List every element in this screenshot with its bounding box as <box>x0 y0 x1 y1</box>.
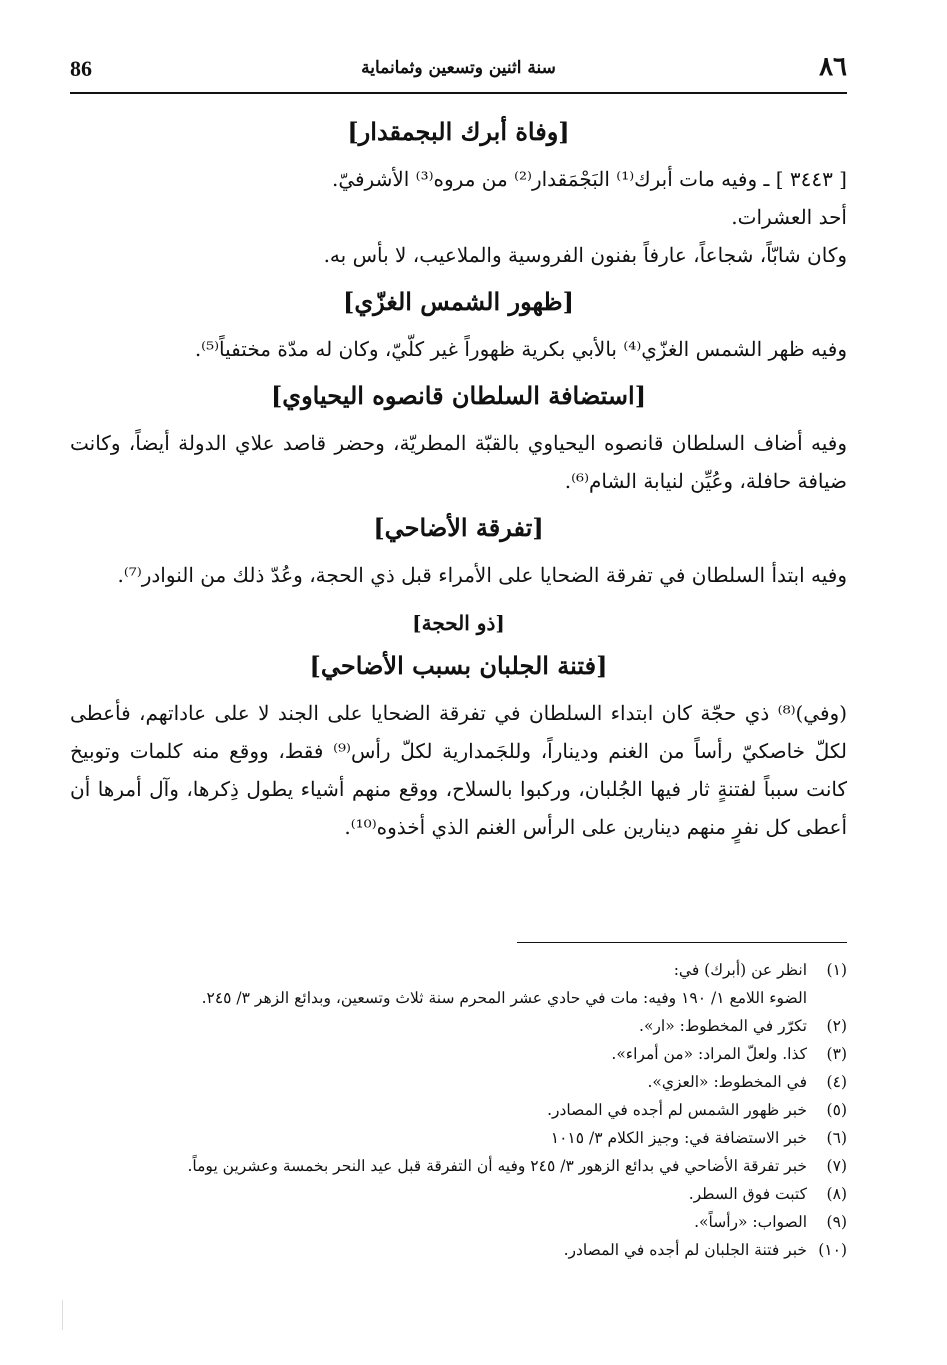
section-title: [استضافة السلطان قانصوه اليحياوي] <box>270 381 647 410</box>
footnote-divider <box>517 942 847 943</box>
paragraph: أحد العشرات. <box>731 205 847 229</box>
footnote-number: (١٠) <box>818 1241 847 1259</box>
footnote-text: في المخطوط: «العزي». <box>647 1073 807 1091</box>
footnote-text: خبر تفرقة الأضاحي في بدائع الزهور ٣/ ٢٤٥ وفيه أن التفرقة قبل عيد النحر بخمسة وعشرين يوماً. <box>187 1157 807 1175</box>
footnote-text: تكرّر في المخطوط: «ار». <box>639 1017 807 1035</box>
footnote-text: خبر فتنة الجلبان لم أجده في المصادر. <box>563 1241 807 1259</box>
footnote-text: كذا. ولعلّ المراد: «من أمراء». <box>611 1045 807 1063</box>
paragraph: وفيه ظهر الشمس الغزّي⁽⁴⁾ بالأبي بكرية ظهوراً غير كلّيّ، وكان له مدّة مختفياً⁽⁵⁾. <box>194 337 847 361</box>
footnote <box>70 1068 847 1096</box>
section-title: [وفاة أبرك البجمقدار] <box>347 117 570 146</box>
footnote <box>70 1236 847 1264</box>
paragraph: وكان شابّاً، شجاعاً، عارفاً بفنون الفروسية والملاعيب، لا بأس به. <box>323 243 847 267</box>
month-heading: [ذو الحجة] <box>412 611 505 635</box>
footnote <box>70 1180 847 1208</box>
paragraph: [ ٣٤٤٣ ] ـ وفيه مات أبرك⁽¹⁾ البَجْمَقدار⁽²⁾ من مروه⁽³⁾ الأشرفيّ. <box>331 167 847 191</box>
paragraph: وفيه ابتدأ السلطان في تفرقة الضحايا على الأمراء قبل ذي الحجة، وعُدّ ذلك من النوادر⁽⁷⁾. <box>117 563 847 587</box>
footnote-text: خبر الاستضافة في: وجيز الكلام ٣/ ١٠١٥ <box>550 1129 807 1147</box>
footnote-number: (٧) <box>826 1157 847 1175</box>
footnote-text: خبر ظهور الشمس لم أجده في المصادر. <box>547 1101 807 1119</box>
running-title: سنة اثنين وتسعين وثمانماية <box>361 58 556 78</box>
section-title: [تفرقة الأضاحي] <box>373 513 544 542</box>
footnote-number: (٢) <box>826 1017 847 1035</box>
section-title: [فتنة الجلبان بسبب الأضاحي] <box>309 651 608 680</box>
footnote-number: (٣) <box>826 1045 847 1063</box>
main-text <box>70 104 847 846</box>
footnotes <box>70 956 847 1264</box>
footnote-number: (٦) <box>826 1129 847 1147</box>
paragraph: وفيه أضاف السلطان قانصوه اليحياوي بالقبّة المطريّة، وحضر قاصد علاي الدولة أيضاً، وكانت ضيافة حافلة، وعُيِّن لنيابة الشام⁽⁶⁾. <box>70 431 847 493</box>
footnote-text: انظر عن (أبرك) في: <box>673 961 807 979</box>
footnote-text: الصواب: «رأساً». <box>694 1213 807 1231</box>
footnote-number: (٥) <box>826 1101 847 1119</box>
footnote-number: (٨) <box>826 1185 847 1203</box>
page-number-arabic: ٨٦ <box>819 52 847 82</box>
footnote <box>70 1012 847 1040</box>
footnote <box>70 1152 847 1180</box>
section-title: [ظهور الشمس الغزّي] <box>342 287 575 316</box>
footnote <box>70 1096 847 1124</box>
page-number-latin: 86 <box>70 56 92 81</box>
footnote-text: الضوء اللامع ١/ ١٩٠ وفيه: مات في حادي عشر المحرم سنة ثلاث وتسعين، وبدائع الزهر ٣/ ٢٤٥. <box>201 989 807 1007</box>
footnote-number: (٤) <box>826 1073 847 1091</box>
margin-mark <box>62 1300 63 1330</box>
footnote <box>70 1040 847 1068</box>
footnote <box>70 1124 847 1152</box>
footnote <box>70 984 847 1012</box>
footnote <box>70 1208 847 1236</box>
paragraph: (وفي)⁽⁸⁾ ذي حجّة كان ابتداء السلطان في تفرقة الضحايا على الجند لا على عاداتهم، فأعطى لكلّ خاصكيّ رأساً من الغنم وديناراً، وللجَمدارية لكلّ رأس⁽⁹⁾ فقط، ووقع منه كلمات وتوبيخ كانت سبباً لفتنةٍ ثار فيها الجُلبان، وركبوا بالسلاح، ووقع منهم أشياء يطول ذِكرها، وآل أمرها أن أعطى كل نفرٍ منهم دينارين على الرأس الغنم الذي أخذوه⁽¹⁰⁾. <box>70 701 847 839</box>
footnote-number: (١) <box>826 961 847 979</box>
footnote-text: كتبت فوق السطر. <box>688 1185 807 1203</box>
footnote <box>70 956 847 984</box>
page-header <box>70 52 847 94</box>
footnote-number <box>807 984 847 1012</box>
footnote-number: (٩) <box>826 1213 847 1231</box>
